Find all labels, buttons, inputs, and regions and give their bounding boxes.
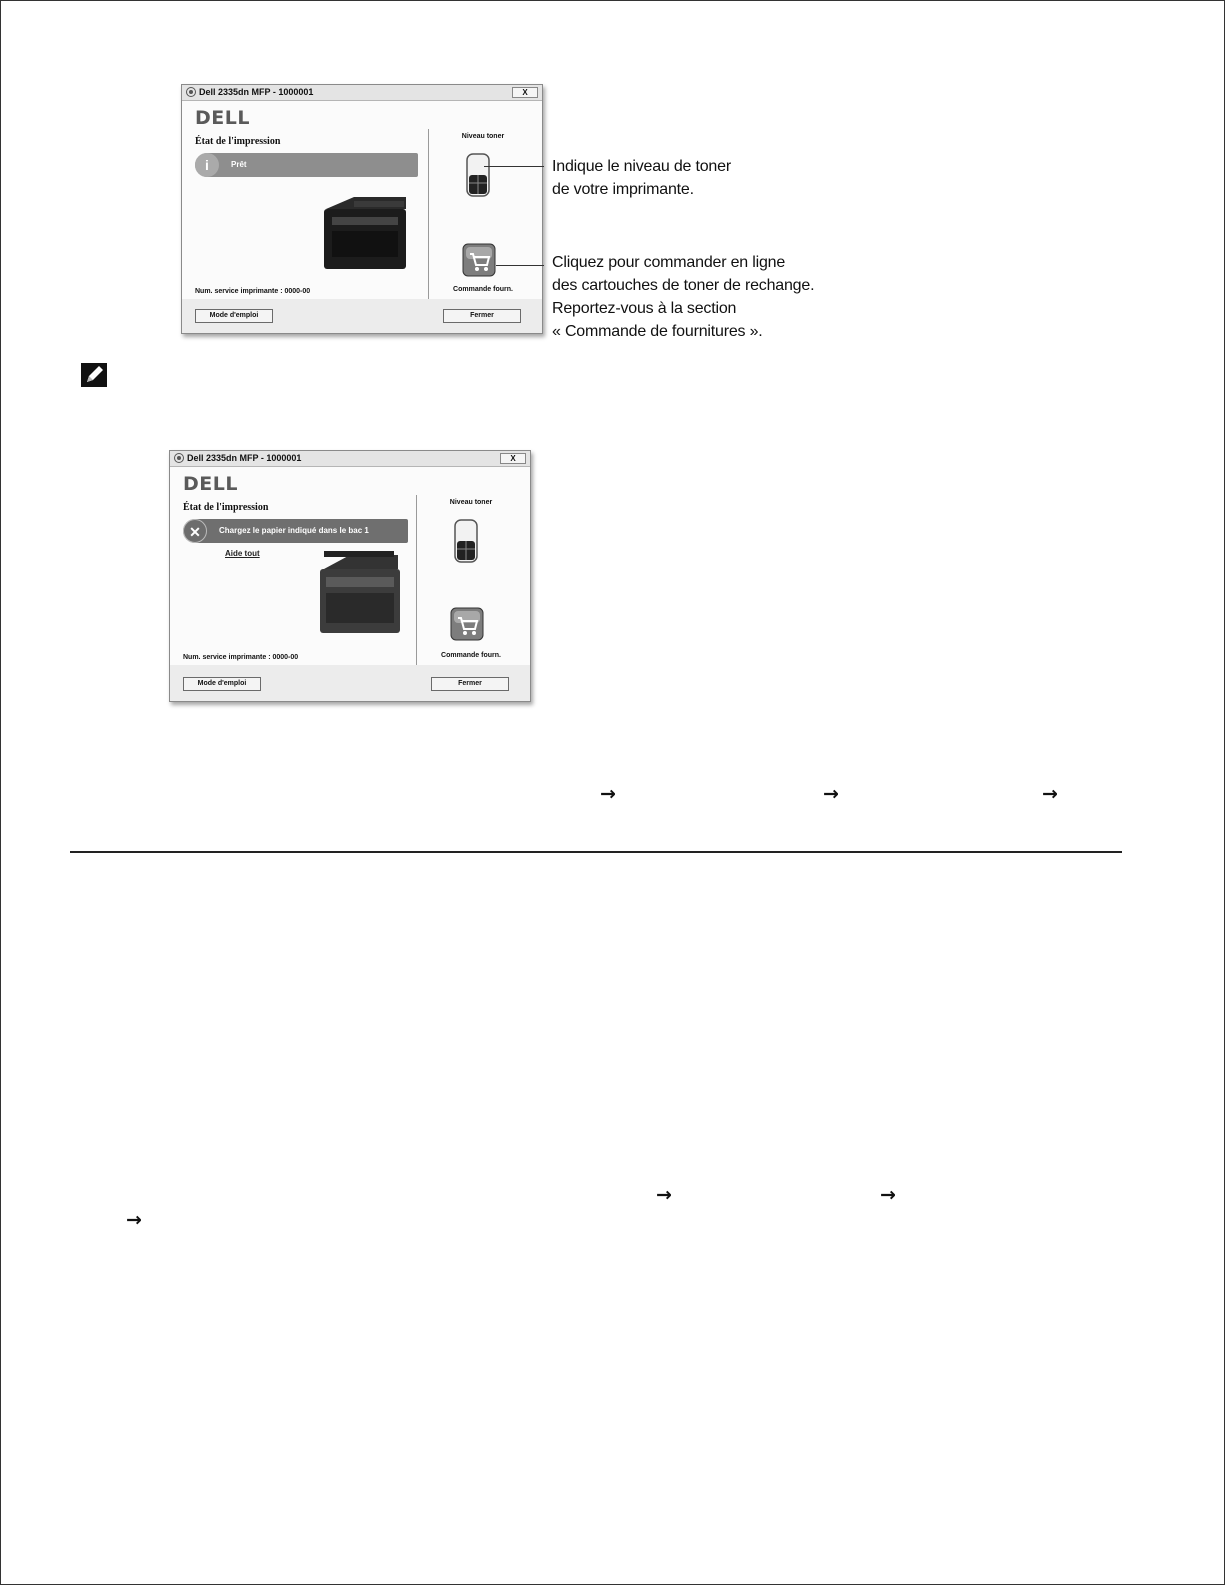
order-supplies-label: Commande fourn.	[453, 286, 513, 293]
status-heading: État de l'impression	[195, 136, 281, 147]
dialog-titlebar	[170, 451, 530, 467]
right-arrow-icon: →	[600, 783, 616, 805]
divider	[416, 495, 417, 665]
printer-image	[314, 187, 414, 273]
error-x-icon: ✕	[183, 519, 207, 543]
shopping-cart-icon[interactable]	[462, 243, 496, 277]
right-arrow-icon: →	[823, 783, 839, 805]
dialog-titlebar	[182, 85, 542, 101]
help-button[interactable]: Mode d'emploi	[195, 309, 273, 323]
status-bar	[195, 153, 418, 177]
toner-level-label: Niveau toner	[449, 499, 493, 506]
dialog-body	[170, 467, 530, 665]
status-message: Chargez le papier indiqué dans le bac 1	[219, 526, 369, 535]
close-icon[interactable]: X	[512, 87, 538, 98]
callout-toner-line-1: Indique le niveau de toner	[552, 158, 731, 175]
status-monitor-dialog-error	[169, 450, 531, 702]
status-bar	[183, 519, 408, 543]
callout-order-line-4: « Commande de fournitures ».	[552, 323, 763, 340]
close-icon[interactable]: X	[500, 453, 526, 464]
pencil-note-icon	[80, 362, 108, 388]
dialog-title: Dell 2335dn MFP - 1000001	[187, 453, 302, 463]
info-icon: i	[195, 153, 219, 177]
status-message: Prêt	[231, 160, 247, 169]
toner-cartridge-icon[interactable]	[466, 153, 490, 197]
callout-line-toner	[484, 166, 544, 167]
dialog-body	[182, 101, 542, 299]
close-button[interactable]: Fermer	[431, 677, 509, 691]
right-arrow-icon: →	[656, 1184, 672, 1206]
callout-line-order	[496, 265, 544, 266]
service-tag-label: Num. service imprimante : 0000-00	[183, 654, 299, 661]
status-heading: État de l'impression	[183, 502, 269, 513]
printer-image	[310, 547, 410, 637]
callout-order-line-3: Reportez-vous à la section	[552, 300, 737, 317]
callout-order-line-2: des cartouches de toner de rechange.	[552, 277, 815, 294]
status-monitor-dialog-ready	[181, 84, 543, 334]
callout-toner	[552, 155, 731, 201]
callout-order-line-1: Cliquez pour commander en ligne	[552, 254, 786, 271]
dialog-title: Dell 2335dn MFP - 1000001	[199, 87, 314, 97]
callout-toner-line-2: de votre imprimante.	[552, 181, 694, 198]
shopping-cart-icon[interactable]	[450, 607, 484, 641]
dell-logo: DELL	[183, 473, 238, 495]
section-divider	[70, 851, 1122, 853]
right-arrow-icon: →	[1042, 783, 1058, 805]
callout-order	[552, 251, 814, 343]
close-button[interactable]: Fermer	[443, 309, 521, 323]
order-supplies-label: Commande fourn.	[441, 652, 501, 659]
service-tag-label: Num. service imprimante : 0000-00	[195, 288, 311, 295]
divider	[428, 129, 429, 299]
help-link[interactable]: Aide tout	[225, 549, 260, 558]
right-arrow-icon: →	[880, 1184, 896, 1206]
toner-cartridge-icon[interactable]	[454, 519, 478, 563]
printer-app-icon	[174, 453, 184, 463]
printer-app-icon	[186, 87, 196, 97]
toner-level-label: Niveau toner	[461, 133, 505, 140]
help-button[interactable]: Mode d'emploi	[183, 677, 261, 691]
dell-logo: DELL	[195, 107, 250, 129]
right-arrow-icon: →	[126, 1209, 142, 1231]
